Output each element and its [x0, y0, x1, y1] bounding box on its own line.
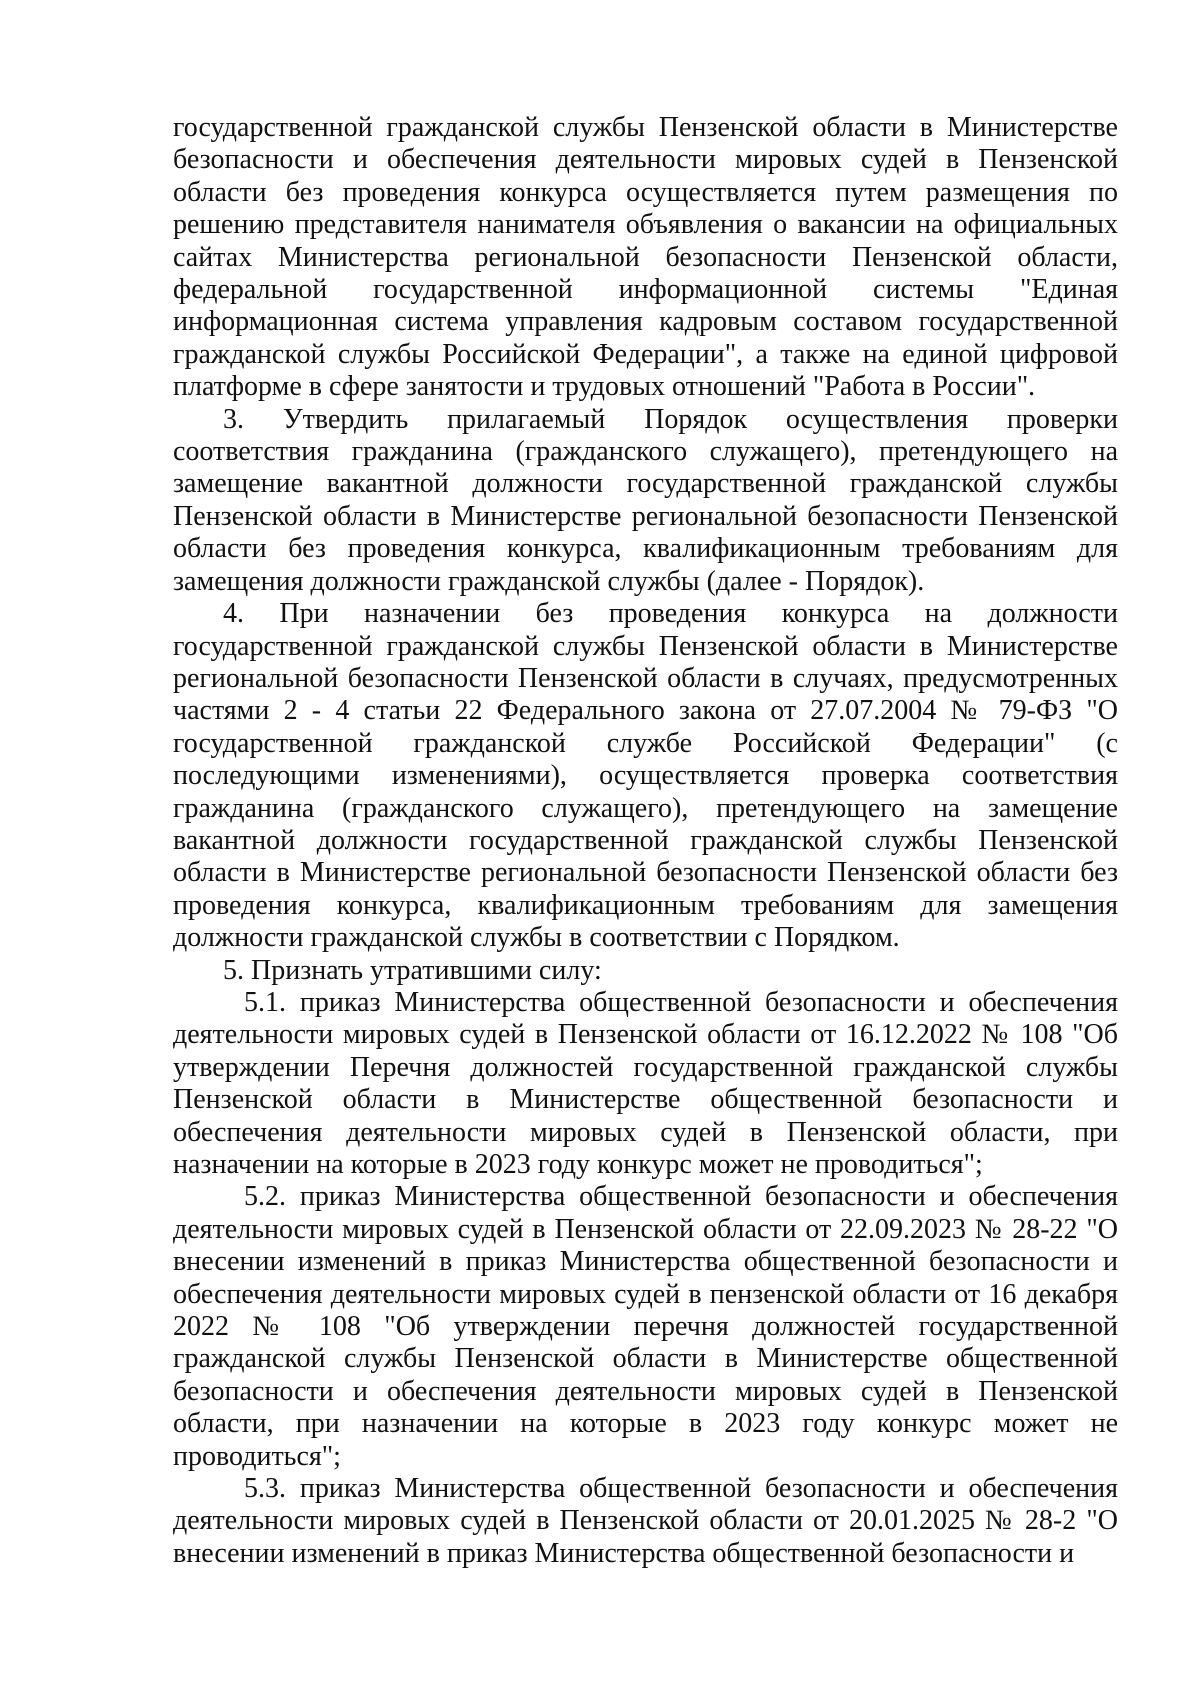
paragraph-item-3: 3. Утвердить прилагаемый Порядок осуществления проверки соответствия гражданина (гражданского служащего), претендующего на замещение вакантной должности государственной гражданской службы Пензенской области в Министерстве региональной безопасности Пензенской области без проведения конкурса, квалификационным требованиям для замещения должности гражданской службы (далее - Порядок). — [173, 403, 1118, 597]
paragraph-item-5-1: 5.1. приказ Министерства общественной безопасности и обеспечения деятельности мировых судей в Пензенской области от 16.12.2022 № 108 "Об утверждении Перечня должностей государственной гражданской службы Пензенской области в Министерстве общественной безопасности и обеспечения деятельности мировых судей в Пензенской области, при назначении на которые в 2023 году конкурс может не проводиться"; — [173, 986, 1118, 1180]
paragraph-item-5-3: 5.3. приказ Министерства общественной безопасности и обеспечения деятельности мировых судей в Пензенской области от 20.01.2025 № 28-2 "О внесении изменений в приказ Министерства общественной безопасности и — [173, 1473, 1118, 1569]
paragraph-continuation: государственной гражданской службы Пензенской области в Министерстве безопасности и обеспечения деятельности мировых судей в Пензенской области без проведения конкурса осуществляется путем размещения по решению представителя нанимателя объявления о вакансии на официальных сайтах Министерства региональной безопасности Пензенской области, федеральной государственной информационной системы "Единая информационная система управления кадровым составом государственной гражданской службы Российской Федерации", а также на единой цифровой платформе в сфере занятости и трудовых отношений "Работа в России". — [173, 112, 1118, 403]
document-body — [173, 112, 1118, 1570]
paragraph-item-5-2: 5.2. приказ Министерства общественной безопасности и обеспечения деятельности мировых судей в Пензенской области от 22.09.2023 № 28-22 "О внесении изменений в приказ Министерства общественной безопасности и обеспечения деятельности мировых судей в пензенской области от 16 декабря 2022 № 108 "Об утверждении перечня должностей государственной гражданской службы Пензенской области в Министерстве общественной безопасности и обеспечения деятельности мировых судей в Пензенской области, при назначении на которые в 2023 году конкурс может не проводиться"; — [173, 1181, 1118, 1472]
paragraph-item-5: 5. Признать утратившими силу: — [223, 954, 602, 986]
paragraph-item-4: 4. При назначении без проведения конкурса на должности государственной гражданской службы Пензенской области в Министерстве региональной безопасности Пензенской области в случаях, предусмотренных частями 2 - 4 статьи 22 Федерального закона от 27.07.2004 № 79-ФЗ "О государственной гражданской службе Российской Федерации" (с последующими изменениями), осуществляется проверка соответствия гражданина (гражданского служащего), претендующего на замещение вакантной должности государственной гражданской службы Пензенской области в Министерстве региональной безопасности Пензенской области без проведения конкурса, квалификационным требованиям для замещения должности гражданской службы в соответствии с Порядком. — [173, 598, 1118, 954]
